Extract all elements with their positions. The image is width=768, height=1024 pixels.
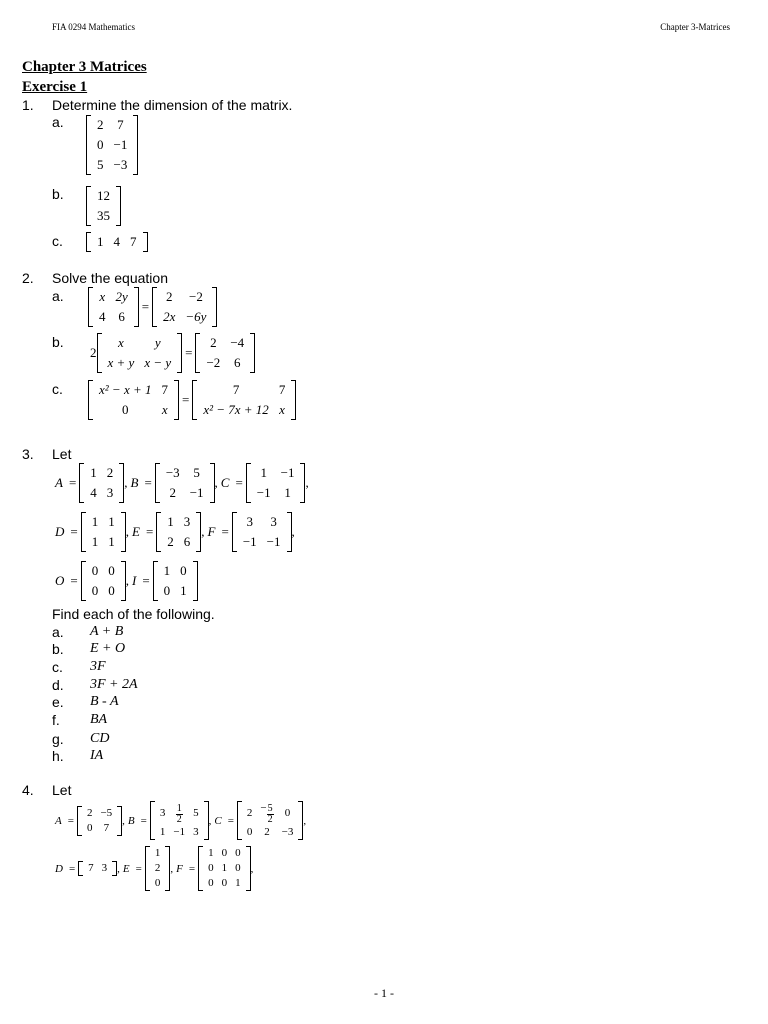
matrix: 2 7 0 −1 5 −3: [86, 115, 138, 175]
matrix: x y x + y x − y: [97, 333, 183, 373]
matrix-i: 1 0 0 1: [153, 561, 198, 601]
matrix: 7 7 x² − 7x + 12 x: [192, 380, 296, 420]
q3-find-text: Find each of the following.: [52, 606, 215, 622]
q3-item-g-label: g.: [52, 731, 64, 747]
matrix-o: 0 0 0 0: [81, 561, 126, 601]
q3-item-a-label: a.: [52, 624, 64, 640]
q3-matrices-row1: A = 1 2 4 3 , B = −3 5 2 −1 , C = 1 −1 −1 1 ,: [52, 463, 309, 503]
q2a-equation: x 2y 4 6 = 2 −2 2x −6y: [88, 287, 217, 327]
matrix: 12 35: [86, 186, 121, 226]
q2c-label: c.: [52, 381, 63, 397]
q3-item-c-label: c.: [52, 659, 63, 675]
q1b-label: b.: [52, 186, 64, 202]
q1c-matrix: [86, 232, 148, 252]
matrix: 2 −4 −2 6: [195, 333, 255, 373]
q2a-label: a.: [52, 288, 64, 304]
q3-item-a-expr: A + B: [90, 624, 124, 639]
matrix: x² − x + 1 7 0 x: [88, 380, 179, 420]
matrix-e: 1 2 0: [145, 846, 171, 891]
matrix-f: 3 3 −1 −1: [232, 512, 292, 552]
q1c-label: c.: [52, 233, 63, 249]
q4-number: 4.: [22, 782, 34, 798]
exercise-title: Exercise 1: [22, 79, 88, 95]
q3-item-e-label: e.: [52, 694, 64, 710]
header-left: FIA 0294 Mathematics: [52, 22, 135, 32]
q1-number: 1.: [22, 97, 34, 113]
q1-text: Determine the dimension of the matrix.: [52, 97, 293, 113]
chapter-title: Chapter 3 Matrices: [22, 59, 147, 75]
matrix: x 2y 4 6: [88, 287, 139, 327]
q3-item-d-expr: 3F + 2A: [90, 677, 138, 692]
q3-item-b-expr: E + O: [90, 641, 126, 656]
q3-item-d-label: d.: [52, 677, 64, 693]
matrix: 2 −2 2x −6y: [152, 287, 217, 327]
q4-matrices-row2: D = 7 3 , E = 1 2 0 , F = 1 0 0 0 1 0 0 0 1 ,: [55, 847, 254, 889]
q3-item-c-expr: 3F: [90, 659, 106, 674]
q2c-equation: x² − x + 1 7 0 x = 7 7 x² − 7x + 12 x: [88, 380, 296, 420]
matrix-a: 1 2 4 3: [79, 463, 124, 503]
matrix: 1 4 7: [86, 232, 148, 252]
matrix-b: −3 5 2 −1: [155, 463, 215, 503]
matrix-a: 2 −5 0 7: [77, 806, 122, 836]
q2b-equation: 2 x y x + y x − y = 2 −4 −2 6: [90, 333, 255, 373]
q3-item-h-expr: IA: [90, 748, 104, 763]
matrix-e: 1 3 2 6: [156, 512, 201, 552]
q3-item-b-label: b.: [52, 641, 64, 657]
q3-item-g-expr: CD: [90, 731, 110, 746]
q3-number: 3.: [22, 446, 34, 462]
q4-matrices-row1: A = 2 −5 0 7 , B = 3 $\frac{1}{2}$ 5 1 −1 3 , C = 2 − $\frac{5}{2}$ 0 0 2 −3 ,: [55, 802, 307, 838]
matrix-d: 7 3: [78, 861, 117, 876]
q3-item-e-expr: B - A: [90, 694, 119, 709]
q3-matrices-row2: D = 1 1 1 1 , E = 1 3 2 6 , F = 3 3 −1 −1 ,: [52, 512, 295, 552]
q1a-matrix: [86, 115, 138, 175]
q3-item-f-expr: BA: [90, 712, 108, 727]
q2-text: Solve the equation: [52, 270, 168, 286]
q1a-label: a.: [52, 114, 64, 130]
matrix-c: 1 −1 −1 1: [246, 463, 306, 503]
matrix-b: 3 $\frac{1}{2}$ 5 1 −1 3: [150, 801, 209, 840]
q1b-matrix: [86, 186, 121, 226]
header-right: Chapter 3-Matrices: [660, 22, 730, 32]
q2b-label: b.: [52, 334, 64, 350]
matrix-c: 2 − $\frac{5}{2}$ 0 0 2 −3: [237, 801, 303, 840]
q3-text: Let: [52, 446, 72, 462]
q2-number: 2.: [22, 270, 34, 286]
q3-item-h-label: h.: [52, 748, 64, 764]
q3-matrices-row3: O = 0 0 0 0 , I = 1 0 0 1: [52, 561, 198, 601]
q3-item-f-label: f.: [52, 712, 60, 728]
matrix-f: 1 0 0 0 1 0 0 0 1: [198, 846, 251, 891]
page-number: - 1 -: [374, 986, 394, 1000]
q4-text: Let: [52, 782, 72, 798]
matrix-d: 1 1 1 1: [81, 512, 126, 552]
